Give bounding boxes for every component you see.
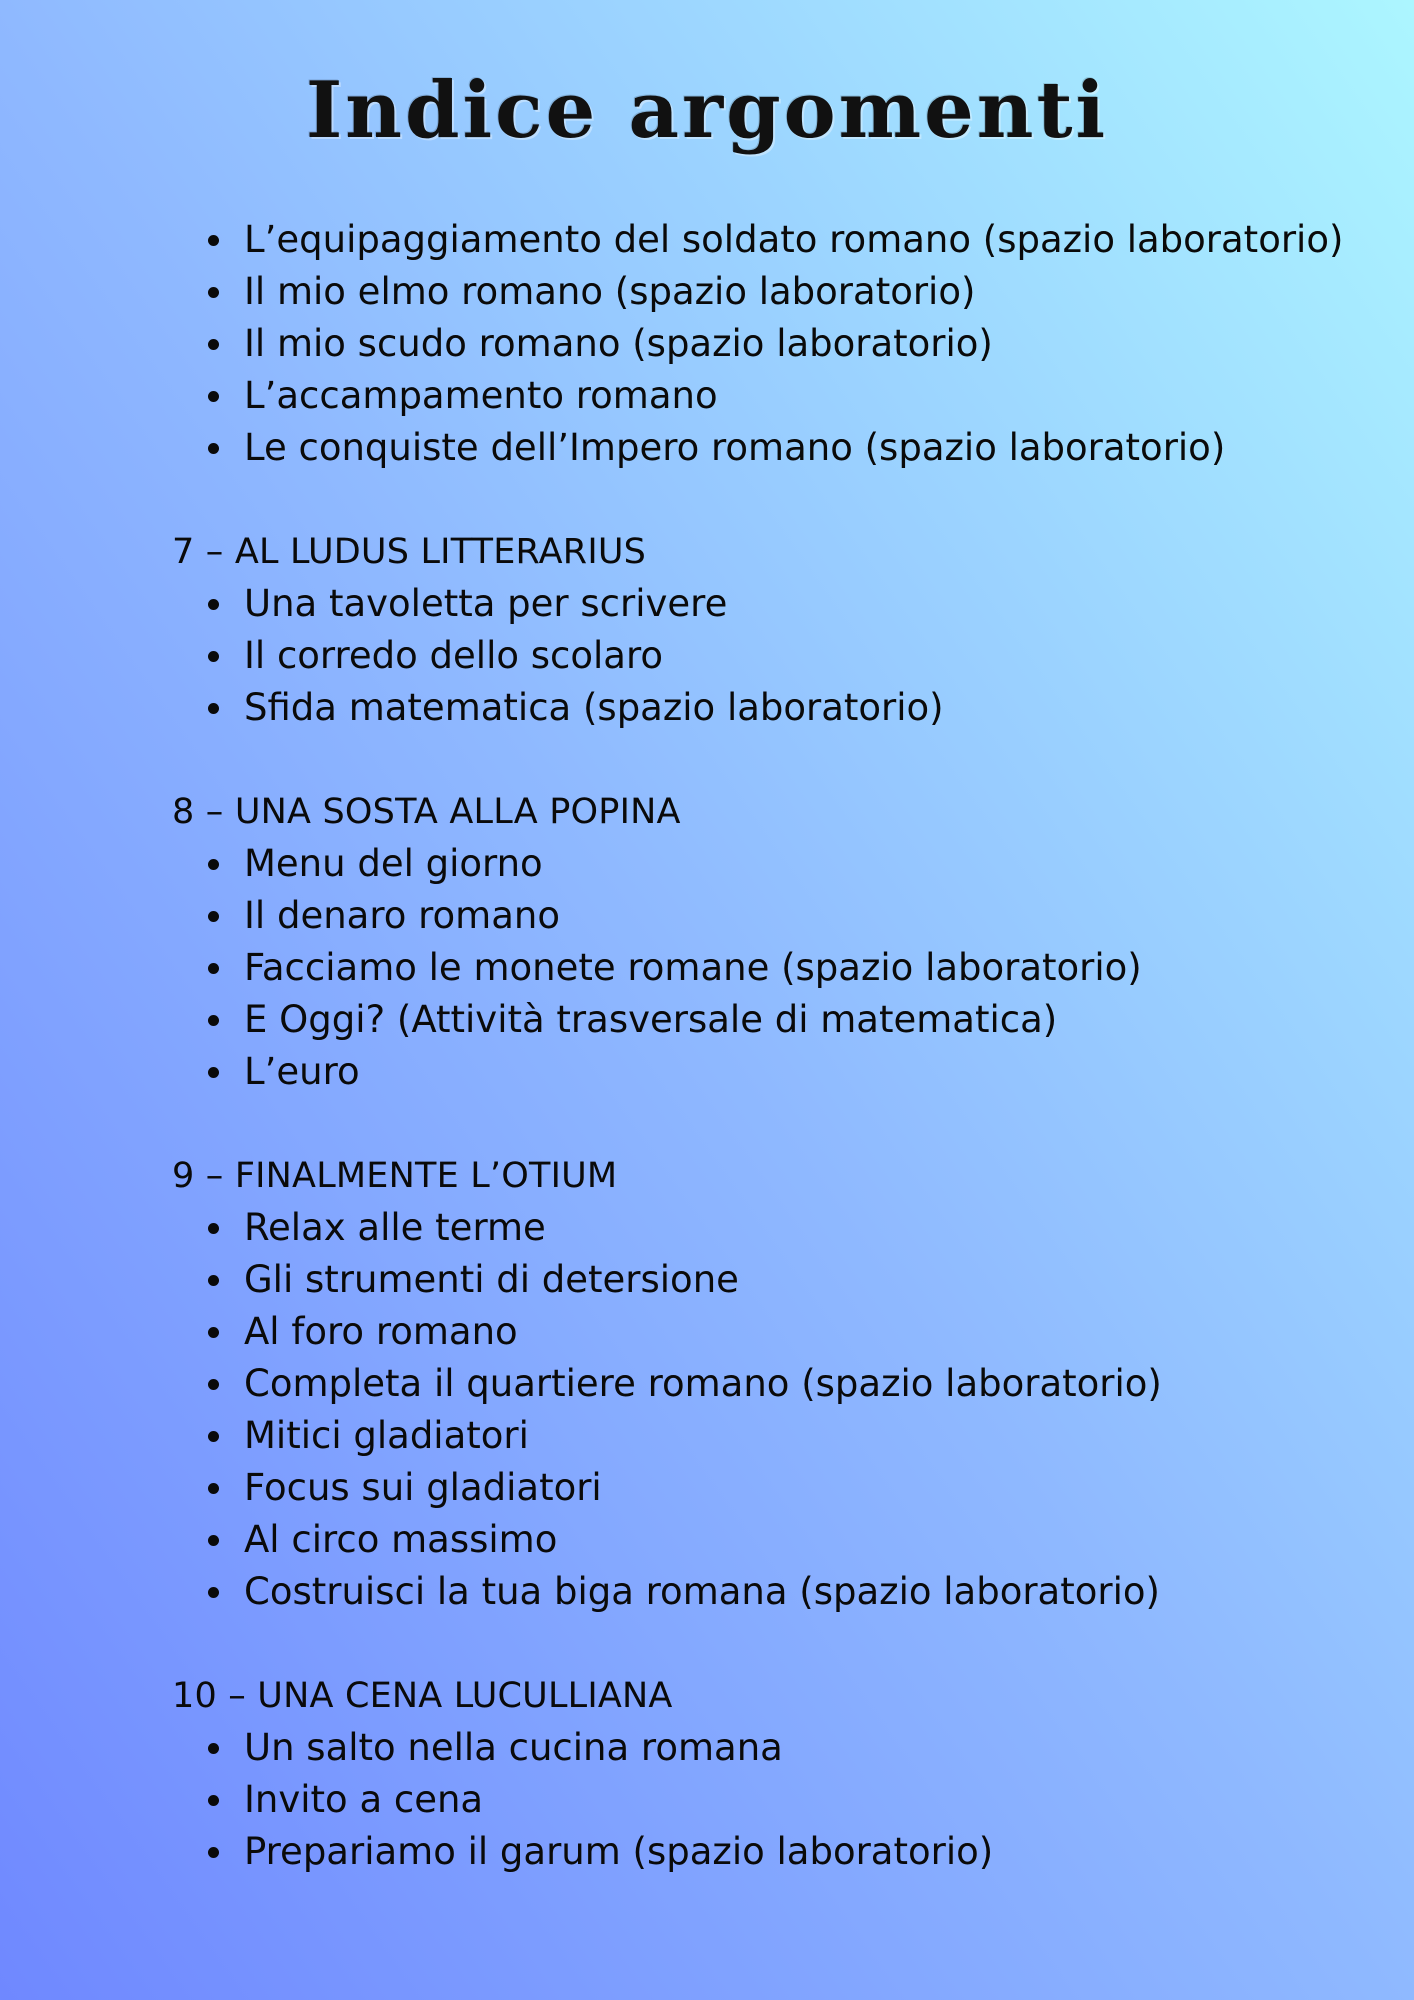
list-item: Invito a cena [172,1774,1372,1826]
topic-index [172,214,1372,1878]
topic-list [172,578,1372,734]
list-item: Focus sui gladiatori [172,1462,1372,1514]
list-item: Costruisci la tua biga romana (spazio laboratorio) [172,1566,1372,1618]
section-heading: 7 – AL LUDUS LITTERARIUS [172,532,647,572]
section-9 [172,1150,1372,1618]
section-heading: 8 – UNA SOSTA ALLA POPINA [172,792,681,832]
list-item: Sfida matematica (spazio laboratorio) [172,682,1372,734]
section-spacer [172,474,1372,526]
section-7 [172,526,1372,734]
list-item: E Oggi? (Attività trasversale di matematica) [172,994,1372,1046]
list-item: Al foro romano [172,1306,1372,1358]
section-spacer [172,1098,1372,1150]
topic-list [172,1722,1372,1878]
list-item: Menu del giorno [172,838,1372,890]
section-heading: 9 – FINALMENTE L’OTIUM [172,1156,618,1196]
list-item: Facciamo le monete romane (spazio laboratorio) [172,942,1372,994]
list-item: Completa il quartiere romano (spazio laboratorio) [172,1358,1372,1410]
list-item: Gli strumenti di detersione [172,1254,1372,1306]
list-item: Relax alle terme [172,1202,1372,1254]
list-item: Al circo massimo [172,1514,1372,1566]
section-heading: 10 – UNA CENA LUCULLIANA [172,1676,673,1716]
list-item: Una tavoletta per scrivere [172,578,1372,630]
list-item: Il corredo dello scolaro [172,630,1372,682]
list-item: Il mio scudo romano (spazio laboratorio) [172,318,1372,370]
section-10 [172,1670,1372,1878]
list-item: Prepariamo il garum (spazio laboratorio) [172,1826,1372,1878]
list-item: Le conquiste dell’Impero romano (spazio laboratorio) [172,422,1372,474]
list-item: Un salto nella cucina romana [172,1722,1372,1774]
list-item: L’equipaggiamento del soldato romano (spazio laboratorio) [172,214,1372,266]
topic-list [172,838,1372,1098]
section-spacer [172,1618,1372,1670]
list-item: L’euro [172,1046,1372,1098]
list-item: Il mio elmo romano (spazio laboratorio) [172,266,1372,318]
page-title: Indice argomenti [305,65,1109,156]
topic-list [172,1202,1372,1618]
section-spacer [172,734,1372,786]
list-item: Il denaro romano [172,890,1372,942]
list-item: L’accampamento romano [172,370,1372,422]
list-item: Mitici gladiatori [172,1410,1372,1462]
section-8 [172,786,1372,1098]
intro-topic-list [172,214,1372,474]
